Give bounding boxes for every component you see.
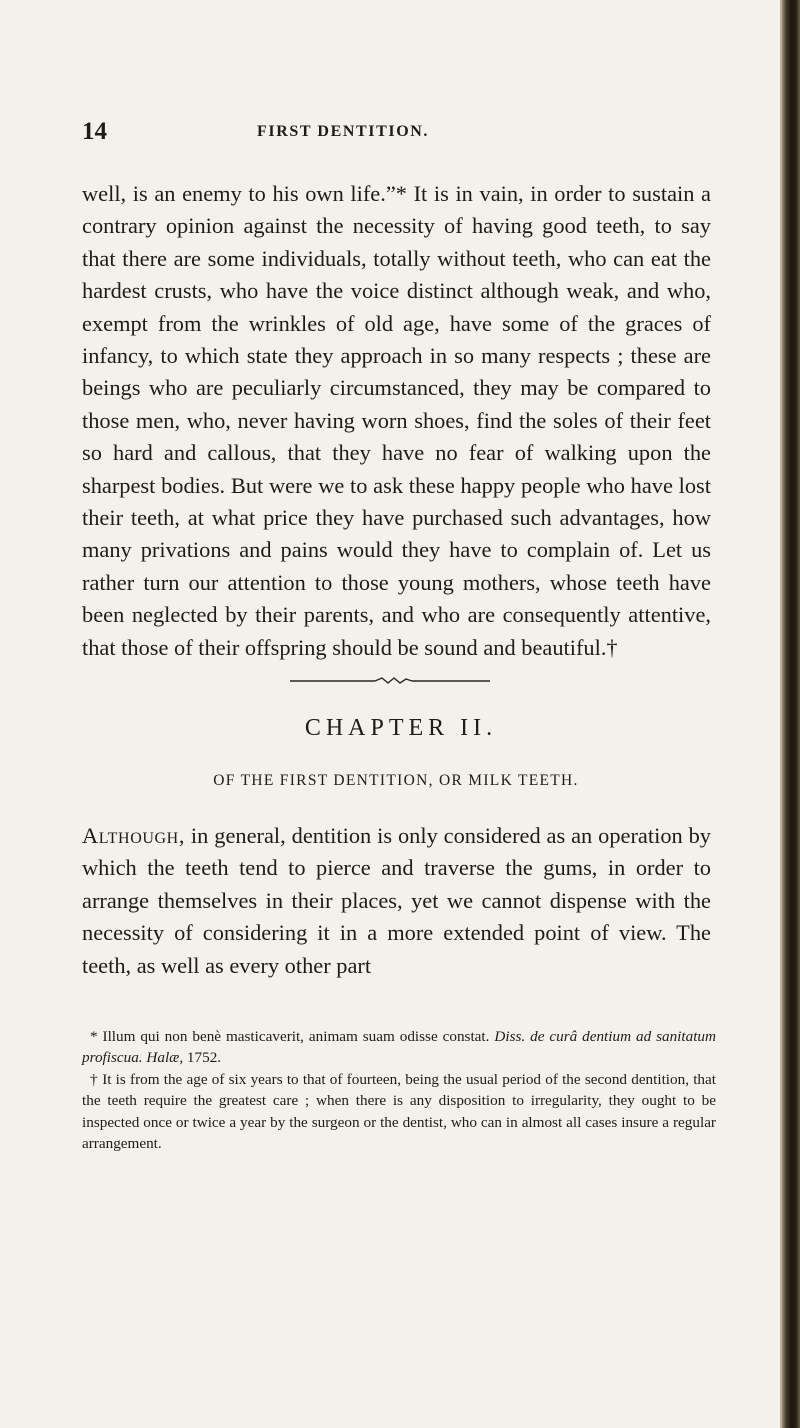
ornamental-divider bbox=[290, 677, 490, 685]
page-number: 14 bbox=[82, 118, 107, 145]
drop-lead-word: Although, bbox=[82, 823, 186, 848]
book-spine-edge bbox=[782, 0, 800, 1428]
footnotes bbox=[82, 1026, 716, 1154]
chapter-subtitle: OF THE FIRST DENTITION, OR MILK TEETH. bbox=[213, 772, 579, 789]
footnote-1 bbox=[82, 1026, 716, 1069]
chapter-opening-paragraph bbox=[82, 820, 711, 982]
footnote-1-year: 1752. bbox=[183, 1049, 222, 1067]
running-head: FIRST DENTITION. bbox=[257, 123, 430, 140]
page-header bbox=[82, 118, 722, 148]
paragraph-body: in general, dentition is only considered as an operation by which the teeth tend to pierce and traverse the gums, in order to arrange themselves in their places, yet we cannot dispense with the necessity of considering it in a more extended point of view. The teeth, as well as every other part bbox=[82, 823, 711, 978]
paragraph-continued: well, is an enemy to his own life.”* It is in vain, in order to sustain a contrary opinion against the necessity of having good teeth, to say that there are some individuals, totally without teeth, who can eat the hardest crusts, who have the voice distinct although weak, and who, exempt from the wrinkles of old age, have some of the graces of infancy, to which state they approach in so many respects ; these are beings who are peculiarly circumstanced, they may be compared to those men, who, never having worn shoes, find the soles of their feet so hard and callous, that they have no fear of walking upon the sharpest bodies. But were we to ask these happy people who have lost their teeth, at what price they have purchased such advantages, how many privations and pains would they have to complain of. Let us rather turn our attention to those young mothers, whose teeth have been neglected by their parents, and who are consequently attentive, that those of their offspring should be sound and beautiful.† bbox=[82, 181, 711, 660]
footnote-2: † It is from the age of six years to that of fourteen, being the usual period of the second dentition, that the teeth require the greatest care ; when there is any disposition to irregularity, they ought to be inspected once or twice a year by the surgeon or the dentist, who can in almost all cases insure a regular arrangement. bbox=[82, 1070, 716, 1153]
footnote-1-text: * Illum qui non benè masticaverit, animam suam odisse constat. bbox=[90, 1028, 495, 1045]
footnote-1-source: Diss. de curâ dentium ad sanitatum profiscua. Halæ, bbox=[82, 1028, 716, 1067]
chapter-title: CHAPTER II. bbox=[304, 715, 498, 741]
